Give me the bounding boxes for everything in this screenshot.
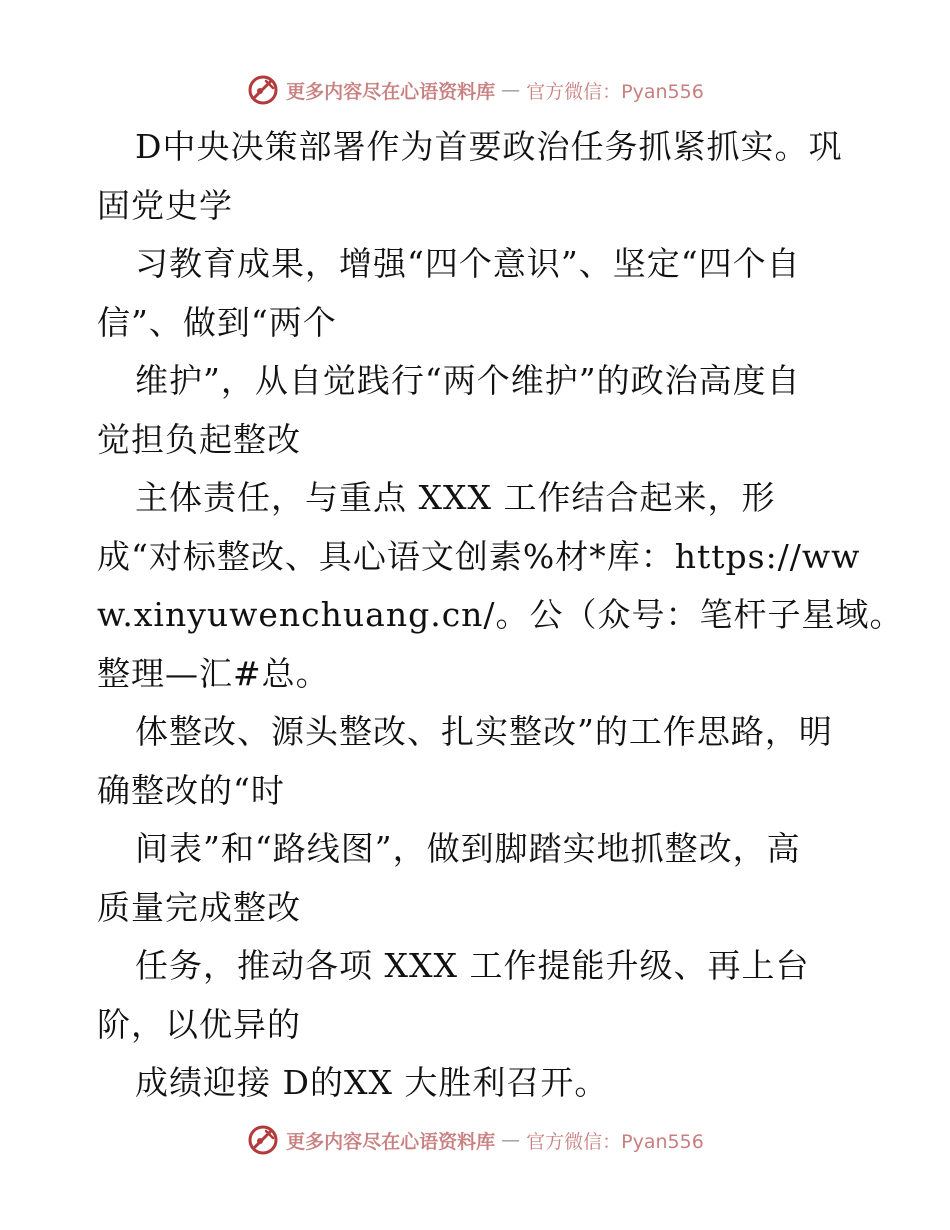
body-line: D中央决策部署作为首要政治任务抓紧抓实。巩 xyxy=(135,127,843,166)
body-line: 体整改、源头整改、扎实整改”的工作思路，明 xyxy=(135,712,833,751)
body-line: w.xinyuwenchuang.cn/。公（众号：笔杆子星域。 xyxy=(97,595,904,634)
body-line: 确整改的“时 xyxy=(97,770,285,810)
watermark-wechat-id: 官方微信：Pyan556 xyxy=(526,80,704,103)
watermark-separator: — xyxy=(501,79,521,101)
logo-icon xyxy=(246,1123,280,1157)
document-body xyxy=(97,118,904,1113)
header-watermark xyxy=(0,70,950,110)
logo-icon xyxy=(246,73,280,107)
footer-watermark xyxy=(0,1120,950,1160)
watermark-separator: — xyxy=(501,1129,521,1151)
body-line: 信”、做到“两个 xyxy=(97,302,337,342)
body-line: 成绩迎接 D的XX 大胜利召开。 xyxy=(135,1063,609,1102)
body-line: 间表”和“路线图”，做到脚踏实地抓整改，高 xyxy=(135,829,801,868)
watermark-main-text: 更多内容尽在心语资料库 xyxy=(286,1130,496,1153)
watermark-wechat-id: 官方微信：Pyan556 xyxy=(526,1130,704,1153)
body-line: 觉担负起整改 xyxy=(97,419,301,459)
body-line: 整理—汇#总。 xyxy=(97,653,330,693)
body-line: 习教育成果，增强“四个意识”、坚定“四个自 xyxy=(135,244,801,283)
body-line: 固党史学 xyxy=(97,185,233,225)
watermark-main-text: 更多内容尽在心语资料库 xyxy=(286,80,496,103)
body-line: 维护”，从自觉践行“两个维护”的政治高度自 xyxy=(135,361,801,400)
body-line: 阶，以优异的 xyxy=(97,1004,301,1044)
body-line: 任务，推动各项 XXX 工作提能升级、再上台 xyxy=(135,946,810,985)
body-line: 主体责任，与重点 XXX 工作结合起来，形 xyxy=(135,478,776,517)
body-line: 成“对标整改、具心语文创素%材*库：https://ww xyxy=(97,536,861,576)
body-line: 质量完成整改 xyxy=(97,887,301,927)
